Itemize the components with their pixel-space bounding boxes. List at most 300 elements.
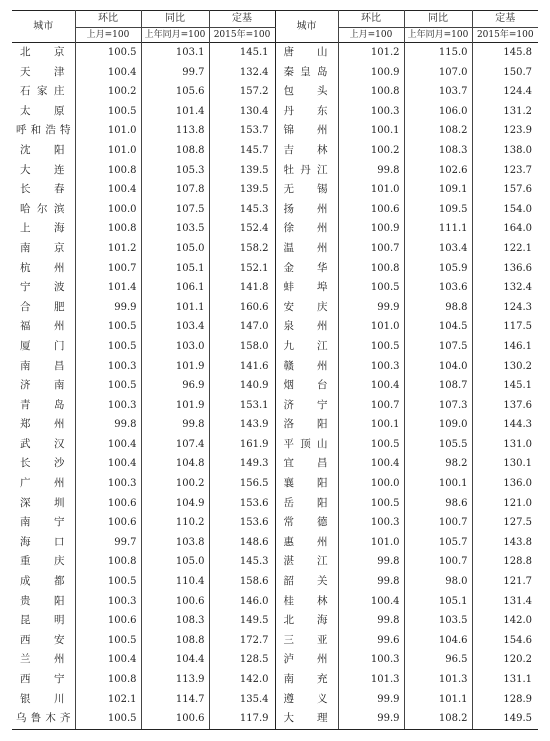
yoy-index-cell: 104.9 xyxy=(141,494,209,514)
yoy-index-cell: 114.7 xyxy=(141,690,209,710)
yoy-index-cell: 101.1 xyxy=(404,690,472,710)
price-index-table xyxy=(12,10,538,730)
yoy-index-cell: 108.2 xyxy=(404,121,472,141)
yoy-index-cell: 107.5 xyxy=(141,200,209,220)
yoy-index-cell: 99.7 xyxy=(141,63,209,83)
base-index-cell: 136.6 xyxy=(472,259,538,279)
table-row xyxy=(12,239,538,259)
price-index-table-container xyxy=(12,10,538,730)
city-name-cell: 惠 州 xyxy=(275,533,338,553)
city-name-cell: 温 州 xyxy=(275,239,338,259)
yoy-index-cell: 98.0 xyxy=(404,572,472,592)
yoy-index-cell: 105.5 xyxy=(404,435,472,455)
city-name-cell: 成 都 xyxy=(20,575,65,588)
mom-index-cell: 100.7 xyxy=(338,239,404,259)
city-name-cell: 济 南 xyxy=(20,379,65,392)
city-name-cell: 石家庄 xyxy=(20,85,65,98)
base-index-cell: 142.0 xyxy=(209,670,275,690)
table-row xyxy=(12,552,538,572)
table-row xyxy=(12,572,538,592)
yoy-index-cell: 103.4 xyxy=(141,317,209,337)
yoy-index-cell: 108.7 xyxy=(404,376,472,396)
base-index-cell: 136.0 xyxy=(472,474,538,494)
yoy-index-cell: 103.1 xyxy=(141,43,209,63)
mom-index-cell: 99.8 xyxy=(75,415,141,435)
yoy-index-cell: 101.1 xyxy=(141,298,209,318)
mom-index-cell: 100.5 xyxy=(338,337,404,357)
mom-index-cell: 100.3 xyxy=(338,102,404,122)
base-index-cell: 123.9 xyxy=(472,121,538,141)
mom-index-cell: 100.4 xyxy=(75,454,141,474)
base-index-cell: 141.6 xyxy=(209,357,275,377)
base-index-cell: 139.5 xyxy=(209,180,275,200)
base-index-cell: 157.6 xyxy=(472,180,538,200)
city-name-cell: 福 州 xyxy=(20,320,65,333)
mom-index-cell: 100.5 xyxy=(338,278,404,298)
city-name-cell: 洛 阳 xyxy=(275,415,338,435)
base-index-cell: 150.7 xyxy=(472,63,538,83)
city-name-cell: 北 海 xyxy=(275,611,338,631)
table-row xyxy=(12,298,538,318)
header-hb-sub-right: 上月=100 xyxy=(338,28,404,43)
yoy-index-cell: 109.5 xyxy=(404,200,472,220)
mom-index-cell: 100.4 xyxy=(338,592,404,612)
base-index-cell: 120.2 xyxy=(472,650,538,670)
mom-index-cell: 100.9 xyxy=(338,63,404,83)
mom-index-cell: 100.5 xyxy=(75,43,141,63)
city-name-cell: 三 亚 xyxy=(275,631,338,651)
city-name-cell: 烟 台 xyxy=(275,376,338,396)
yoy-index-cell: 96.9 xyxy=(141,376,209,396)
yoy-index-cell: 106.0 xyxy=(404,102,472,122)
city-name-cell: 襄 阳 xyxy=(275,474,338,494)
table-row xyxy=(12,200,538,220)
base-index-cell: 141.8 xyxy=(209,278,275,298)
table-row xyxy=(12,533,538,553)
header-hb-right: 环比 xyxy=(338,11,404,28)
base-index-cell: 130.1 xyxy=(472,454,538,474)
base-index-cell: 164.0 xyxy=(472,219,538,239)
base-index-cell: 153.6 xyxy=(209,513,275,533)
yoy-index-cell: 100.7 xyxy=(404,552,472,572)
mom-index-cell: 99.9 xyxy=(338,709,404,729)
table-row xyxy=(12,259,538,279)
mom-index-cell: 100.5 xyxy=(75,709,141,729)
yoy-index-cell: 102.6 xyxy=(404,161,472,181)
base-index-cell: 139.5 xyxy=(209,161,275,181)
yoy-index-cell: 100.2 xyxy=(141,474,209,494)
mom-index-cell: 100.6 xyxy=(338,200,404,220)
city-name-cell: 上 海 xyxy=(20,222,65,235)
mom-index-cell: 101.3 xyxy=(338,670,404,690)
base-index-cell: 142.0 xyxy=(472,611,538,631)
table-row xyxy=(12,180,538,200)
city-name-cell: 沈 阳 xyxy=(20,143,65,156)
base-index-cell: 149.5 xyxy=(209,611,275,631)
mom-index-cell: 100.5 xyxy=(338,435,404,455)
header-dj-right: 定基 xyxy=(472,11,538,28)
mom-index-cell: 100.8 xyxy=(75,219,141,239)
mom-index-cell: 100.4 xyxy=(338,454,404,474)
mom-index-cell: 101.4 xyxy=(75,278,141,298)
mom-index-cell: 100.5 xyxy=(338,494,404,514)
yoy-index-cell: 103.0 xyxy=(141,337,209,357)
table-row xyxy=(12,161,538,181)
mom-index-cell: 100.2 xyxy=(338,141,404,161)
yoy-index-cell: 110.4 xyxy=(141,572,209,592)
base-index-cell: 124.3 xyxy=(472,298,538,318)
base-index-cell: 131.1 xyxy=(472,670,538,690)
header-city-left: 城市 xyxy=(33,20,54,32)
mom-index-cell: 99.9 xyxy=(338,690,404,710)
header-tb-right: 同比 xyxy=(404,11,472,28)
mom-index-cell: 101.0 xyxy=(75,141,141,161)
mom-index-cell: 101.0 xyxy=(75,121,141,141)
base-index-cell: 140.9 xyxy=(209,376,275,396)
city-name-cell: 泸 州 xyxy=(275,650,338,670)
yoy-index-cell: 99.8 xyxy=(141,415,209,435)
city-name-cell: 兰 州 xyxy=(20,653,65,666)
base-index-cell: 132.4 xyxy=(472,278,538,298)
base-index-cell: 130.2 xyxy=(472,357,538,377)
yoy-index-cell: 107.5 xyxy=(404,337,472,357)
mom-index-cell: 100.3 xyxy=(75,592,141,612)
table-row xyxy=(12,357,538,377)
yoy-index-cell: 104.5 xyxy=(404,317,472,337)
city-name-cell: 南 宁 xyxy=(20,516,65,529)
city-name-cell: 西 宁 xyxy=(20,673,65,685)
yoy-index-cell: 103.7 xyxy=(404,82,472,102)
table-row xyxy=(12,592,538,612)
city-name-cell: 厦 门 xyxy=(20,339,65,352)
table-row xyxy=(12,690,538,710)
yoy-index-cell: 98.8 xyxy=(404,298,472,318)
yoy-index-cell: 104.4 xyxy=(141,650,209,670)
table-row xyxy=(12,650,538,670)
city-name-cell: 秦皇岛 xyxy=(275,63,338,83)
yoy-index-cell: 104.6 xyxy=(404,631,472,651)
yoy-index-cell: 105.6 xyxy=(141,82,209,102)
base-index-cell: 153.1 xyxy=(209,396,275,416)
yoy-index-cell: 101.3 xyxy=(404,670,472,690)
table-row xyxy=(12,219,538,239)
mom-index-cell: 99.9 xyxy=(338,298,404,318)
base-index-cell: 146.0 xyxy=(209,592,275,612)
city-name-cell: 长 春 xyxy=(20,183,65,196)
yoy-index-cell: 105.0 xyxy=(141,552,209,572)
base-index-cell: 145.3 xyxy=(209,200,275,220)
mom-index-cell: 99.7 xyxy=(75,533,141,553)
city-name-cell: 武 汉 xyxy=(20,437,65,450)
mom-index-cell: 99.9 xyxy=(75,298,141,318)
base-index-cell: 158.6 xyxy=(209,572,275,592)
mom-index-cell: 101.0 xyxy=(338,317,404,337)
base-index-cell: 154.6 xyxy=(472,631,538,651)
yoy-index-cell: 105.1 xyxy=(141,259,209,279)
city-name-cell: 南 充 xyxy=(275,670,338,690)
header-dj-left: 定基 xyxy=(209,11,275,28)
table-row xyxy=(12,396,538,416)
yoy-index-cell: 108.3 xyxy=(404,141,472,161)
mom-index-cell: 100.5 xyxy=(75,376,141,396)
mom-index-cell: 100.8 xyxy=(75,552,141,572)
yoy-index-cell: 103.6 xyxy=(404,278,472,298)
city-name-cell: 唐 山 xyxy=(275,43,338,63)
table-row xyxy=(12,709,538,729)
base-index-cell: 127.5 xyxy=(472,513,538,533)
yoy-index-cell: 101.9 xyxy=(141,357,209,377)
mom-index-cell: 100.1 xyxy=(338,415,404,435)
base-index-cell: 145.3 xyxy=(209,552,275,572)
base-index-cell: 152.4 xyxy=(209,219,275,239)
city-name-cell: 呼和浩特 xyxy=(16,124,71,137)
yoy-index-cell: 101.9 xyxy=(141,396,209,416)
mom-index-cell: 100.9 xyxy=(338,219,404,239)
city-name-cell: 南 昌 xyxy=(20,359,65,372)
header-city-right: 城市 xyxy=(275,11,338,43)
mom-index-cell: 100.4 xyxy=(75,63,141,83)
city-name-cell: 扬 州 xyxy=(275,200,338,220)
yoy-index-cell: 111.1 xyxy=(404,219,472,239)
base-index-cell: 121.0 xyxy=(472,494,538,514)
table-row xyxy=(12,611,538,631)
base-index-cell: 143.8 xyxy=(472,533,538,553)
mom-index-cell: 99.8 xyxy=(338,161,404,181)
table-row xyxy=(12,631,538,651)
base-index-cell: 154.0 xyxy=(472,200,538,220)
city-name-cell: 济 宁 xyxy=(275,396,338,416)
city-name-cell: 宁 波 xyxy=(20,281,65,294)
base-index-cell: 145.1 xyxy=(472,376,538,396)
city-name-cell: 郑 州 xyxy=(20,418,65,431)
base-index-cell: 117.9 xyxy=(209,709,275,729)
mom-index-cell: 100.5 xyxy=(75,337,141,357)
base-index-cell: 130.4 xyxy=(209,102,275,122)
mom-index-cell: 100.3 xyxy=(75,396,141,416)
base-index-cell: 160.6 xyxy=(209,298,275,318)
yoy-index-cell: 101.4 xyxy=(141,102,209,122)
base-index-cell: 131.4 xyxy=(472,592,538,612)
yoy-index-cell: 107.4 xyxy=(141,435,209,455)
base-index-cell: 145.7 xyxy=(209,141,275,161)
yoy-index-cell: 98.2 xyxy=(404,454,472,474)
yoy-index-cell: 100.6 xyxy=(141,709,209,729)
base-index-cell: 172.7 xyxy=(209,631,275,651)
table-row xyxy=(12,43,538,63)
yoy-index-cell: 100.1 xyxy=(404,474,472,494)
base-index-cell: 149.5 xyxy=(472,709,538,729)
mom-index-cell: 101.2 xyxy=(75,239,141,259)
city-name-cell: 天 津 xyxy=(20,65,65,78)
yoy-index-cell: 100.7 xyxy=(404,513,472,533)
mom-index-cell: 100.3 xyxy=(338,513,404,533)
city-name-cell: 九 江 xyxy=(275,337,338,357)
table-row xyxy=(12,670,538,690)
city-name-cell: 蚌 埠 xyxy=(275,278,338,298)
city-name-cell: 大 连 xyxy=(20,163,65,176)
table-row xyxy=(12,63,538,83)
yoy-index-cell: 106.1 xyxy=(141,278,209,298)
city-name-cell: 广 州 xyxy=(20,477,65,490)
mom-index-cell: 100.5 xyxy=(75,631,141,651)
city-name-cell: 太 原 xyxy=(20,104,65,117)
base-index-cell: 128.9 xyxy=(472,690,538,710)
header-tb-sub-right: 上年同月=100 xyxy=(404,28,472,43)
city-name-cell: 乌鲁木齐 xyxy=(12,709,75,729)
base-index-cell: 147.0 xyxy=(209,317,275,337)
base-index-cell: 117.5 xyxy=(472,317,538,337)
table-row xyxy=(12,415,538,435)
mom-index-cell: 100.3 xyxy=(338,357,404,377)
city-name-cell: 昆 明 xyxy=(20,614,65,627)
city-name-cell: 哈尔滨 xyxy=(20,202,65,215)
city-name-cell: 徐 州 xyxy=(275,219,338,239)
city-name-cell: 锦 州 xyxy=(275,121,338,141)
base-index-cell: 131.0 xyxy=(472,435,538,455)
yoy-index-cell: 110.2 xyxy=(141,513,209,533)
city-name-cell: 金 华 xyxy=(275,259,338,279)
base-index-cell: 156.5 xyxy=(209,474,275,494)
base-index-cell: 145.1 xyxy=(209,43,275,63)
city-name-cell: 常 德 xyxy=(275,513,338,533)
mom-index-cell: 100.4 xyxy=(338,376,404,396)
yoy-index-cell: 113.9 xyxy=(141,670,209,690)
mom-index-cell: 100.1 xyxy=(338,121,404,141)
yoy-index-cell: 96.5 xyxy=(404,650,472,670)
table-row xyxy=(12,454,538,474)
base-index-cell: 123.7 xyxy=(472,161,538,181)
city-name-cell: 海 口 xyxy=(20,535,65,548)
base-index-cell: 132.4 xyxy=(209,63,275,83)
base-index-cell: 145.8 xyxy=(472,43,538,63)
mom-index-cell: 101.2 xyxy=(338,43,404,63)
yoy-index-cell: 104.8 xyxy=(141,454,209,474)
yoy-index-cell: 108.8 xyxy=(141,141,209,161)
base-index-cell: 144.3 xyxy=(472,415,538,435)
yoy-index-cell: 103.5 xyxy=(404,611,472,631)
yoy-index-cell: 105.3 xyxy=(141,161,209,181)
yoy-index-cell: 103.4 xyxy=(404,239,472,259)
mom-index-cell: 100.7 xyxy=(338,396,404,416)
yoy-index-cell: 108.3 xyxy=(141,611,209,631)
header-tb-left: 同比 xyxy=(141,11,209,28)
mom-index-cell: 100.3 xyxy=(75,474,141,494)
yoy-index-cell: 105.9 xyxy=(404,259,472,279)
base-index-cell: 152.1 xyxy=(209,259,275,279)
city-name-cell: 牡丹江 xyxy=(275,161,338,181)
table-row xyxy=(12,435,538,455)
base-index-cell: 137.6 xyxy=(472,396,538,416)
base-index-cell: 131.2 xyxy=(472,102,538,122)
mom-index-cell: 100.4 xyxy=(75,650,141,670)
mom-index-cell: 100.5 xyxy=(75,572,141,592)
table-row xyxy=(12,337,538,357)
mom-index-cell: 100.6 xyxy=(75,494,141,514)
mom-index-cell: 100.3 xyxy=(338,650,404,670)
mom-index-cell: 101.0 xyxy=(338,180,404,200)
table-row xyxy=(12,102,538,122)
yoy-index-cell: 103.8 xyxy=(141,533,209,553)
city-name-cell: 吉 林 xyxy=(275,141,338,161)
city-name-cell: 湛 江 xyxy=(275,552,338,572)
yoy-index-cell: 105.0 xyxy=(141,239,209,259)
city-name-cell: 大 理 xyxy=(275,709,338,729)
city-name-cell: 韶 关 xyxy=(275,572,338,592)
mom-index-cell: 99.8 xyxy=(338,552,404,572)
yoy-index-cell: 109.0 xyxy=(404,415,472,435)
mom-index-cell: 102.1 xyxy=(75,690,141,710)
base-index-cell: 149.3 xyxy=(209,454,275,474)
city-name-cell: 遵 义 xyxy=(275,690,338,710)
mom-index-cell: 100.3 xyxy=(75,357,141,377)
base-index-cell: 158.2 xyxy=(209,239,275,259)
city-name-cell: 无 锡 xyxy=(275,180,338,200)
city-name-cell: 丹 东 xyxy=(275,102,338,122)
yoy-index-cell: 107.0 xyxy=(404,63,472,83)
city-name-cell: 赣 州 xyxy=(275,357,338,377)
city-name-cell: 重 庆 xyxy=(20,555,65,568)
base-index-cell: 128.5 xyxy=(209,650,275,670)
city-name-cell: 泉 州 xyxy=(275,317,338,337)
header-hb-left: 环比 xyxy=(75,11,141,28)
yoy-index-cell: 108.8 xyxy=(141,631,209,651)
base-index-cell: 138.0 xyxy=(472,141,538,161)
mom-index-cell: 100.4 xyxy=(75,180,141,200)
mom-index-cell: 100.5 xyxy=(75,102,141,122)
table-row xyxy=(12,376,538,396)
yoy-index-cell: 104.0 xyxy=(404,357,472,377)
table-row xyxy=(12,494,538,514)
yoy-index-cell: 107.3 xyxy=(404,396,472,416)
city-name-cell: 贵 阳 xyxy=(20,594,65,607)
city-name-cell: 青 岛 xyxy=(20,398,65,411)
table-row xyxy=(12,121,538,141)
base-index-cell: 124.4 xyxy=(472,82,538,102)
yoy-index-cell: 105.7 xyxy=(404,533,472,553)
mom-index-cell: 99.8 xyxy=(338,611,404,631)
header-dj-sub-left: 2015年=100 xyxy=(209,28,275,43)
header-hb-sub-left: 上月=100 xyxy=(75,28,141,43)
base-index-cell: 153.7 xyxy=(209,121,275,141)
header-dj-sub-right: 2015年=100 xyxy=(472,28,538,43)
city-name-cell: 银 川 xyxy=(20,692,65,705)
base-index-cell: 161.9 xyxy=(209,435,275,455)
city-name-cell: 长 沙 xyxy=(20,457,65,470)
mom-index-cell: 100.4 xyxy=(75,435,141,455)
yoy-index-cell: 109.1 xyxy=(404,180,472,200)
yoy-index-cell: 105.1 xyxy=(404,592,472,612)
base-index-cell: 122.1 xyxy=(472,239,538,259)
city-name-cell: 杭 州 xyxy=(20,261,65,274)
table-body xyxy=(12,43,538,730)
yoy-index-cell: 103.5 xyxy=(141,219,209,239)
city-name-cell: 岳 阳 xyxy=(275,494,338,514)
city-name-cell: 南 京 xyxy=(20,241,65,254)
yoy-index-cell: 113.8 xyxy=(141,121,209,141)
yoy-index-cell: 98.6 xyxy=(404,494,472,514)
mom-index-cell: 99.8 xyxy=(338,572,404,592)
base-index-cell: 128.8 xyxy=(472,552,538,572)
city-name-cell: 深 圳 xyxy=(20,496,65,509)
mom-index-cell: 100.8 xyxy=(75,161,141,181)
base-index-cell: 135.4 xyxy=(209,690,275,710)
city-name-cell: 西 安 xyxy=(20,633,65,646)
base-index-cell: 146.1 xyxy=(472,337,538,357)
table-row xyxy=(12,82,538,102)
city-name-cell: 平顶山 xyxy=(275,435,338,455)
mom-index-cell: 101.0 xyxy=(338,533,404,553)
base-index-cell: 143.9 xyxy=(209,415,275,435)
